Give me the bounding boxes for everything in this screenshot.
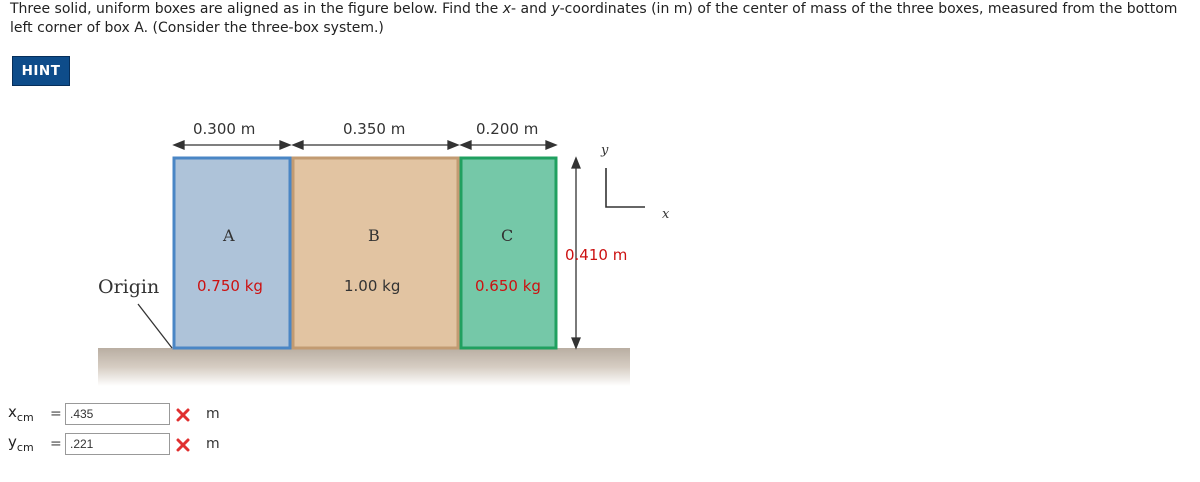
- question-text: Three solid, uniform boxes are aligned as in the figure below. Find the x- and y-coordinates (in m) of the center of mass of the three boxes, measured from the bottom left corner of box A. (Consider the three-box system.): [10, 1, 1178, 36]
- answer-row-xcm: [0, 403, 240, 429]
- box-c-letter: C: [501, 226, 514, 245]
- box-a-mass: 0.750 kg: [197, 277, 263, 295]
- box-b-mass: 1.00 kg: [344, 277, 401, 295]
- ycm-unit: m: [206, 436, 220, 452]
- box-c: [461, 158, 556, 348]
- answer-row-ycm: [0, 433, 240, 459]
- box-b-letter: B: [368, 226, 380, 245]
- xcm-label: $x_{cm}$: [8, 403, 34, 424]
- origin-label: Origin: [98, 276, 160, 298]
- xcm-input[interactable]: [65, 403, 170, 425]
- height-label: 0.410 m: [565, 246, 628, 264]
- box-b: [293, 158, 458, 348]
- box-a: [174, 158, 290, 348]
- axis-x-label: x: [662, 207, 670, 222]
- xcm-unit: m: [206, 406, 220, 422]
- ycm-label: $y_{cm}$: [8, 433, 34, 454]
- axes-icon: [606, 168, 645, 207]
- box-a-letter: A: [223, 226, 235, 245]
- width-arrow-c: [461, 141, 556, 149]
- ground: [98, 348, 630, 386]
- width-label-c: 0.200 m: [476, 120, 539, 138]
- hint-button[interactable]: HINT: [12, 56, 70, 86]
- ycm-input[interactable]: [65, 433, 170, 455]
- ycm-equals: =: [50, 436, 62, 452]
- box-c-mass: 0.650 kg: [475, 277, 541, 295]
- width-label-b: 0.350 m: [343, 120, 406, 138]
- width-label-a: 0.300 m: [193, 120, 256, 138]
- axis-y-label: y: [601, 143, 609, 158]
- origin-pointer: [138, 304, 172, 348]
- xcm-equals: =: [50, 406, 62, 422]
- incorrect-icon: [176, 408, 190, 422]
- incorrect-icon: [176, 438, 190, 452]
- width-arrow-b: [293, 141, 458, 149]
- width-arrow-a: [174, 141, 290, 149]
